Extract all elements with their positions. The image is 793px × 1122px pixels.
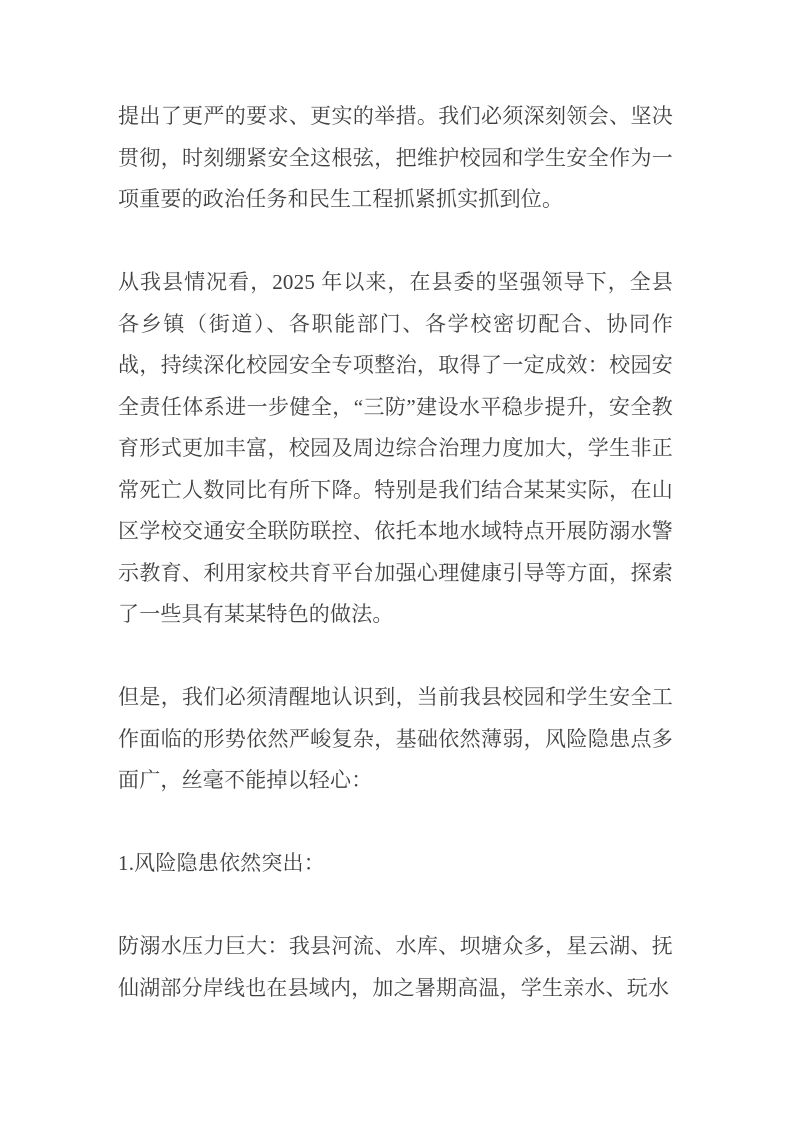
paragraph-county-situation: 从我县情况看，2025 年以来，在县委的坚强领导下，全县各乡镇（街道）、各职能部门、各学校密切配合、协同作战，持续深化校园安全专项整治，取得了一定成效：校园安全责任体系进一步健全，“三防”建设水平稳步提升，安全教育形式更加丰富，校园及周边综合治理力度加大，学生非正常死亡人数同比有所下降。特别是我们结合某某实际，在山区学校交通安全联防联控、依托本地水域特点开展防溺水警示教育、利用家校共育平台加强心理健康引导等方面，探索了一些具有某某特色的做法。 — [118, 270, 673, 626]
paragraph-drowning-prevention: 防溺水压力巨大：我县河流、水库、坝塘众多，星云湖、抚仙湖部分岸线也在县域内，加之暑期高温，学生亲水、玩水 — [118, 934, 673, 1000]
section-heading-risk-hazards: 1.风险隐患依然突出： — [118, 851, 325, 875]
paragraph-continued-requirements: 提出了更严的要求、更实的举措。我们必须深刻领会、坚决贯彻，时刻绷紧安全这根弦，把维护校园和学生安全作为一项重要的政治任务和民生工程抓紧抓实抓到位。 — [118, 104, 673, 211]
paragraph-situation-warning: 但是，我们必须清醒地认识到，当前我县校园和学生安全工作面临的形势依然严峻复杂，基础依然薄弱，风险隐患点多面广，丝毫不能掉以轻心： — [118, 685, 673, 792]
